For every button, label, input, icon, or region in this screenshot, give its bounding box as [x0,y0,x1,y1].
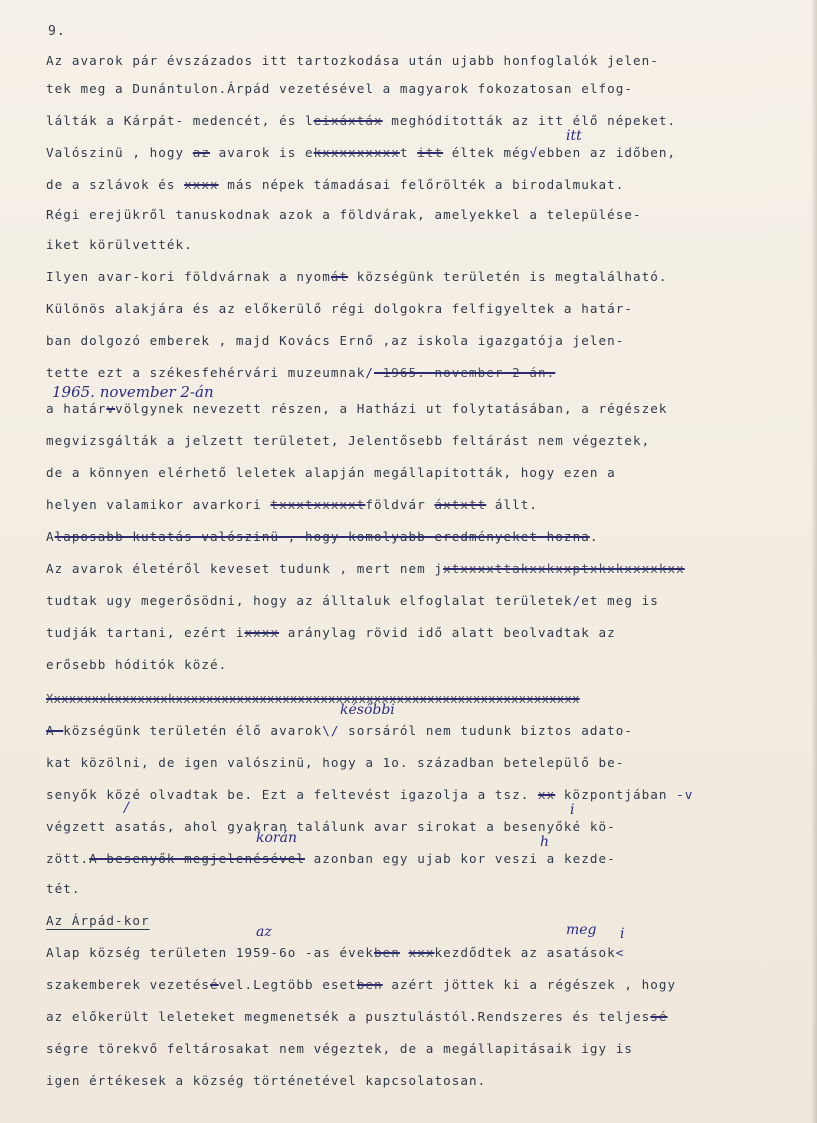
paper-edge-shadow [811,0,817,1123]
handwritten-insertion: meg [566,922,597,938]
page-number: 9. [48,24,66,39]
struck-text: Xxxxxxxxkxxxxxxxkxxxxxxxxxxxxxxxxxxxxxxxxxxxxxxxxxxxxxxxxxxxxxxxxxxxxx [46,692,580,706]
struck-text: xx [538,787,556,802]
insertion-mark: / [572,593,582,608]
text-line: tek meg a Dunántulon.Árpád vezetésével a magyarok fokozatosan elfog- [46,81,633,96]
struck-text: txxxtxxxxxt [270,497,366,512]
text-line: Alaposabb kutatás valószinü , hogy komolyabb eredményeket hozna. [46,529,599,544]
struck-text: eixáxtáx [313,113,383,128]
struck-text: A besenyők megjelenésével [89,851,305,866]
handwritten-insertion: későbbi [340,702,395,718]
text-line [46,690,580,708]
text-line: erősebb hóditók közé. [46,657,228,672]
text-line: tét. [46,881,81,896]
text-line: zött.A besenyők megjelenésével azonban egy ujab kor veszi a kezde- [46,851,616,866]
text-line: Az avarok pár évszázados itt tartozkodása után ujabb honfoglalók jelen- [46,53,659,68]
text-line: szakemberek vezetésével.Legtöbb esetben azért jöttek ki a régészek , hogy [46,977,677,992]
struck-text: át [330,269,349,284]
text-line: tudják tartani, ezért ixxxx aránylag rövid idő alatt beolvadtak az [46,625,616,640]
text-line: de a szlávok és xxxx más népek támadásai felőrölték a birodalmukat. [46,177,625,192]
struck-text: xtxxxxttakxxkxxptxkxkxxxxkxx [443,561,685,576]
handwritten-insertion: i [620,926,625,942]
handwritten-insertion: i [570,802,575,818]
struck-text: ben [374,945,400,960]
text-line: az előkerült leleteket megmenetsék a pusztulástól.Rendszeres és teljessé [46,1009,668,1024]
text-line: Ilyen avar-kori földvárnak a nyomát községünk területén is megtalálható. [46,269,668,284]
deletion-mark: -v [667,787,694,802]
struck-text: xxxx [184,177,219,192]
struck-text: az [192,145,211,160]
text-line: Különös alakjára és az előkerülő régi dolgokra felfigyeltek a határ- [46,301,633,316]
text-line: senyők közé olvadtak be. Ezt a feltevést igazolja a tsz. xx központjában -v [46,787,694,802]
handwritten-insertion: h [540,834,550,850]
struck-text: v [106,401,116,416]
text-line: a határvvölgynek nevezett részen, a Hatházi ut folytatásában, a régészek [46,401,668,416]
insertion-mark: / [365,365,375,380]
text-line: ban dolgozó emberek , majd Kovács Ernő ,az iskola igazgatója jelen- [46,333,625,348]
struck-text: itt [417,145,444,160]
text-line: tudtak ugy megerősödni, hogy az álltaluk elfoglalat területek/et meg is [46,593,659,608]
text-line: lálták a Kárpát- medencét, és leixáxtáx meghóditották az itt élő népeket. [46,113,677,128]
struck-text: ben [356,977,383,992]
handwritten-insertion: az [256,924,272,940]
handwritten-date: 1965. november 2-án [52,383,214,401]
text-line: végzett asatás, ahol gyakran találunk avar sirokat a besenyőké kö- [46,819,616,834]
section-heading: Az Árpád-kor [46,913,150,928]
text-line: tette ezt a székesfehérvári muzeumnak/ 1965. november 2-án. [46,365,556,380]
insertion-mark: \/ [322,723,340,738]
text-line: de a könnyen elérhető leletek alapján megállapitották, hogy ezen a [46,465,616,480]
struck-text: xxx [408,945,435,960]
handwritten-insertion: korán [256,830,297,846]
struck-text: xxxx [244,625,280,640]
text-line: A községünk területén élő avarok\/ sorsáról nem tudunk biztos adato- [46,723,633,738]
handwritten-insertion: / [124,800,129,816]
text-line: megvizsgálták a jelzett területet, Jelentősebb feltárást nem végeztek, [46,433,651,448]
insertion-mark: √ [529,145,539,160]
struck-text: laposabb kutatás valószinü , hogy komolyabb eredményeket hozna [54,529,590,544]
text-line: iket körülvették. [46,237,193,252]
text-line: Alap község területen 1959-6o -as években xxxkezdődtek az asatások< [46,945,625,960]
struck-text: áxtxtt [434,497,487,512]
text-line: igen értékesek a község történetével kapcsolatosan. [46,1073,487,1088]
struck-text: é [210,977,219,992]
struck-text: 1965. november 2-án. [374,365,556,380]
deletion-mark: < [615,945,625,960]
handwritten-insertion: itt [566,128,582,144]
text-line: Valószinü , hogy az avarok is ekxxxxxxxxxt itt éltek még√ebben az időben, [46,145,677,160]
struck-text: sé [650,1009,668,1024]
text-line: ségre törekvő feltárosakat nem végeztek, de a megállapitásaik igy is [46,1041,633,1056]
struck-text: kxxxxxxxxx [313,145,400,160]
text-line: helyen valamikor avarkori txxxtxxxxxtföldvár áxtxtt állt. [46,497,539,512]
text-line: Régi erejükről tanuskodnak azok a földvárak, amelyekkel a települése- [46,207,642,222]
text-line: Az avarok életéről keveset tudunk , mert nem jxtxxxxttakxxkxxptxkxkxxxxkxx [46,561,685,576]
text-line: kat közölni, de igen valószinü, hogy a 1o. században betelepülő be- [46,755,625,770]
